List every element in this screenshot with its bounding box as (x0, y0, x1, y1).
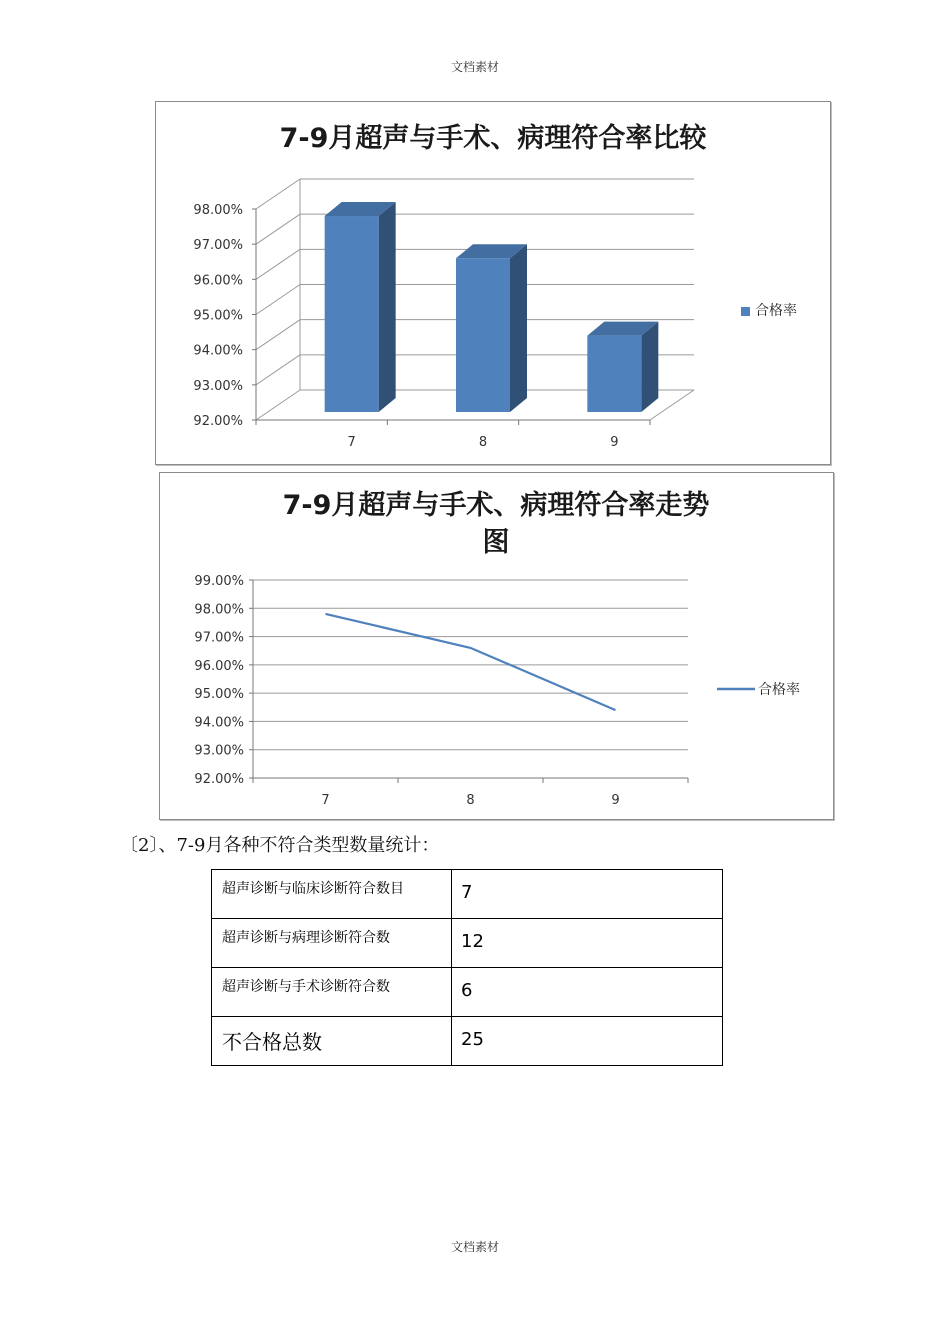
table-cell-value: 12 (452, 919, 723, 968)
line-chart-x-axis (253, 778, 688, 808)
x-tick-label: 7 (347, 435, 356, 450)
bar-chart (155, 101, 831, 465)
bar-chart-title: 7-9月超声与手术、病理符合率比较 (279, 123, 707, 154)
line-chart-grid (249, 580, 688, 778)
table-row (212, 919, 723, 968)
table-cell-value: 25 (452, 1017, 723, 1066)
x-tick-label: 8 (478, 435, 488, 450)
table-cell-label: 不合格总数 (212, 1017, 452, 1066)
bar (587, 322, 658, 412)
y-tick-label: 96.00% (194, 658, 244, 674)
bar-side (641, 322, 658, 412)
page-header: 文档素材 (450, 60, 499, 74)
table-cell-value: 7 (452, 870, 723, 919)
line-chart-svg (160, 473, 833, 819)
y-tick-label: 92.00% (194, 772, 244, 787)
table-row (212, 1017, 723, 1066)
gridline-side (256, 285, 300, 315)
y-tick-label: 94.00% (193, 343, 243, 359)
y-tick-label: 99.00% (194, 574, 244, 589)
table-cell-value: 6 (452, 968, 723, 1017)
table-row (212, 870, 723, 919)
bar-front (456, 258, 510, 412)
bar-chart-legend (741, 302, 797, 319)
x-tick-label: 9 (610, 435, 619, 450)
y-tick-label: 94.00% (194, 715, 244, 731)
line-chart-title-line-1: 7-9月超声与手术、病理符合率走势 (282, 490, 710, 521)
section-heading: 〔2〕、7-9月各种不符合类型数量统计： (120, 835, 440, 856)
line-series-合格率 (326, 614, 616, 710)
bar-chart-x-axis (256, 420, 650, 450)
x-tick-label: 9 (611, 793, 620, 808)
bar-front (325, 216, 379, 412)
bar (325, 202, 396, 412)
y-tick-label: 97.00% (193, 238, 243, 254)
gridline-side (256, 390, 300, 420)
y-tick-label: 92.00% (193, 414, 243, 429)
bar-chart-bars (325, 202, 659, 412)
table-cell-label: 超声诊断与病理诊断符合数 (212, 919, 452, 968)
bar-front (587, 336, 641, 412)
line-chart (159, 472, 834, 820)
bar-chart-y-axis (193, 203, 243, 429)
gridline-side (256, 355, 300, 385)
y-tick-label: 97.00% (194, 630, 244, 646)
gridline-side (256, 249, 300, 279)
bar-side (510, 244, 527, 412)
table-row (212, 968, 723, 1017)
bar-side (379, 202, 396, 412)
y-tick-label: 93.00% (194, 743, 244, 759)
gridline-side (256, 214, 300, 244)
line-chart-y-axis (194, 574, 244, 787)
x-tick-label: 8 (466, 793, 475, 808)
y-tick-label: 95.00% (193, 308, 243, 324)
gridline-side (256, 320, 300, 350)
bar (456, 244, 527, 412)
y-tick-label: 98.00% (194, 602, 244, 618)
y-tick-label: 98.00% (193, 203, 243, 218)
line-chart-title-line-2: 图 (482, 527, 510, 558)
gridline-side (256, 179, 300, 209)
bar-chart-svg (156, 102, 830, 464)
stats-table (211, 869, 723, 1066)
table-cell-label: 超声诊断与手术诊断符合数 (212, 968, 452, 1017)
legend-label: 合格率 (758, 682, 800, 698)
page-footer: 文档素材 (450, 1240, 499, 1254)
y-tick-label: 96.00% (193, 273, 243, 289)
y-tick-label: 95.00% (194, 687, 244, 703)
legend-label: 合格率 (755, 303, 797, 319)
table-cell-label: 超声诊断与临床诊断符合数目 (212, 870, 452, 919)
legend-swatch (741, 307, 750, 316)
y-tick-label: 93.00% (193, 378, 243, 394)
x-tick-label: 7 (321, 793, 330, 808)
line-chart-legend (717, 681, 800, 698)
